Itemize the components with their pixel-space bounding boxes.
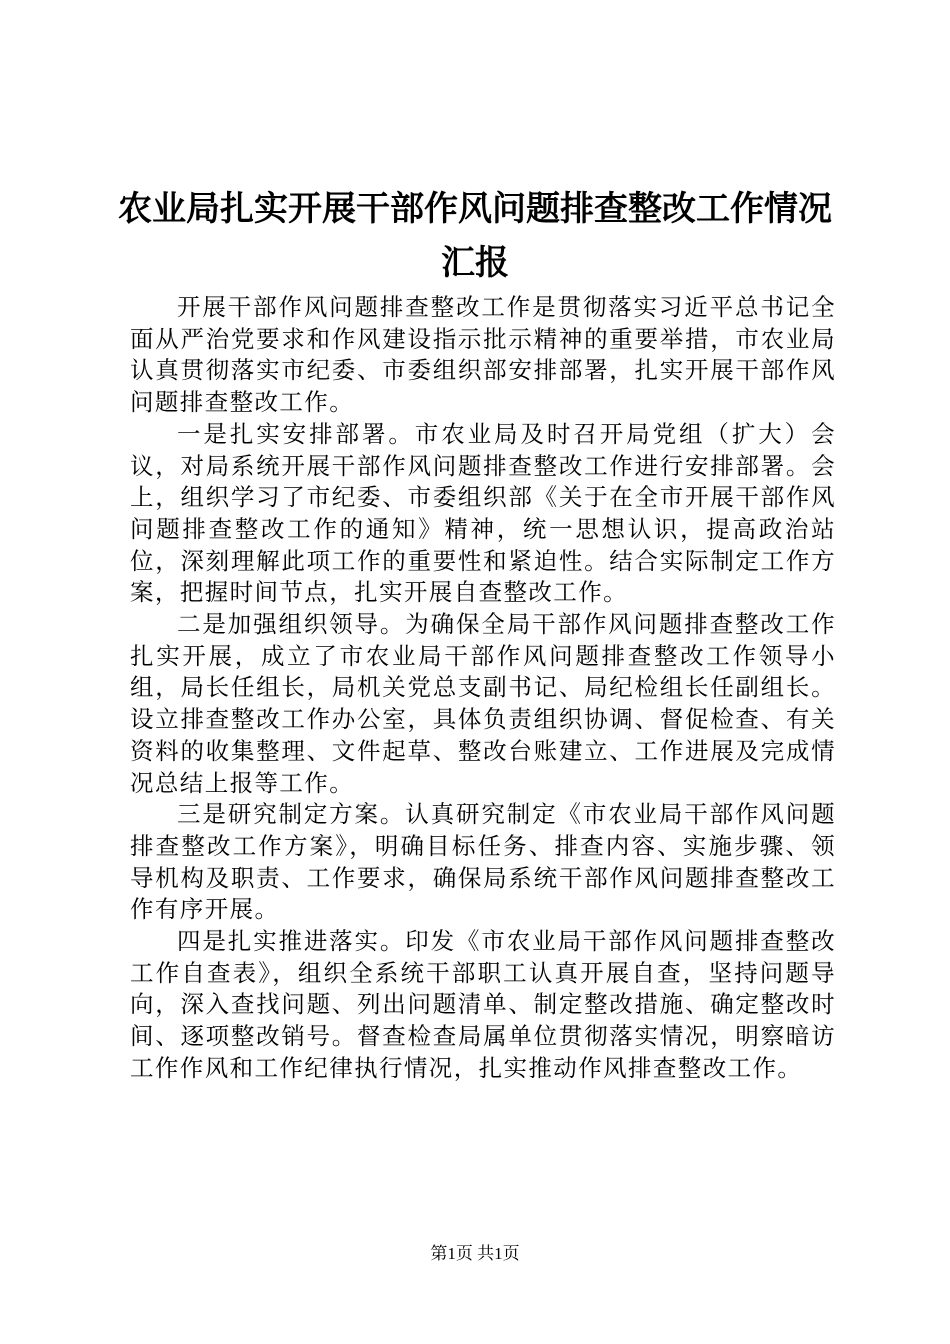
paragraph-leadership: 二是加强组织领导。为确保全局干部作风问题排查整改工作扎实开展，成立了市农业局干部作风问题排查整改工作领导小组，局长任组长，局机关党总支副书记、局纪检组长任副组长。设立排查整改工作办公室，具体负责组织协调、督促检查、有关资料的收集整理、文件起草、整改台账建立、工作进展及完成情况总结上报等工作。 <box>130 610 836 797</box>
paragraph-plan: 三是研究制定方案。认真研究制定《市农业局干部作风问题排查整改工作方案》，明确目标任务、排查内容、实施步骤、领导机构及职责、工作要求，确保局系统干部作风问题排查整改工作有序开展。 <box>130 800 836 924</box>
document-body <box>130 292 836 1085</box>
page-number-footer: 第1页 共1页 <box>430 1244 520 1263</box>
document-title: 农业局扎实开展干部作风问题排查整改工作情况汇报 <box>118 189 832 283</box>
paragraph-intro: 开展干部作风问题排查整改工作是贯彻落实习近平总书记全面从严治党要求和作风建设指示批示精神的重要举措，市农业局认真贯彻落实市纪委、市委组织部安排部署，扎实开展干部作风问题排查整改工作。 <box>130 293 836 417</box>
paragraph-implementation: 四是扎实推进落实。印发《市农业局干部作风问题排查整改工作自查表》，组织全系统干部职工认真开展自查，坚持问题导向，深入查找问题、列出问题清单、制定整改措施、确定整改时间、逐项整改销号。督查检查局属单位贯彻落实情况，明察暗访工作作风和工作纪律执行情况，扎实推动作风排查整改工作。 <box>130 927 836 1082</box>
paragraph-deployment: 一是扎实安排部署。市农业局及时召开局党组（扩大）会议，对局系统开展干部作风问题排查整改工作进行安排部署。会上，组织学习了市纪委、市委组织部《关于在全市开展干部作风问题排查整改工作的通知》精神，统一思想认识，提高政治站位，深刻理解此项工作的重要性和紧迫性。结合实际制定工作方案，把握时间节点，扎实开展自查整改工作。 <box>130 419 836 607</box>
